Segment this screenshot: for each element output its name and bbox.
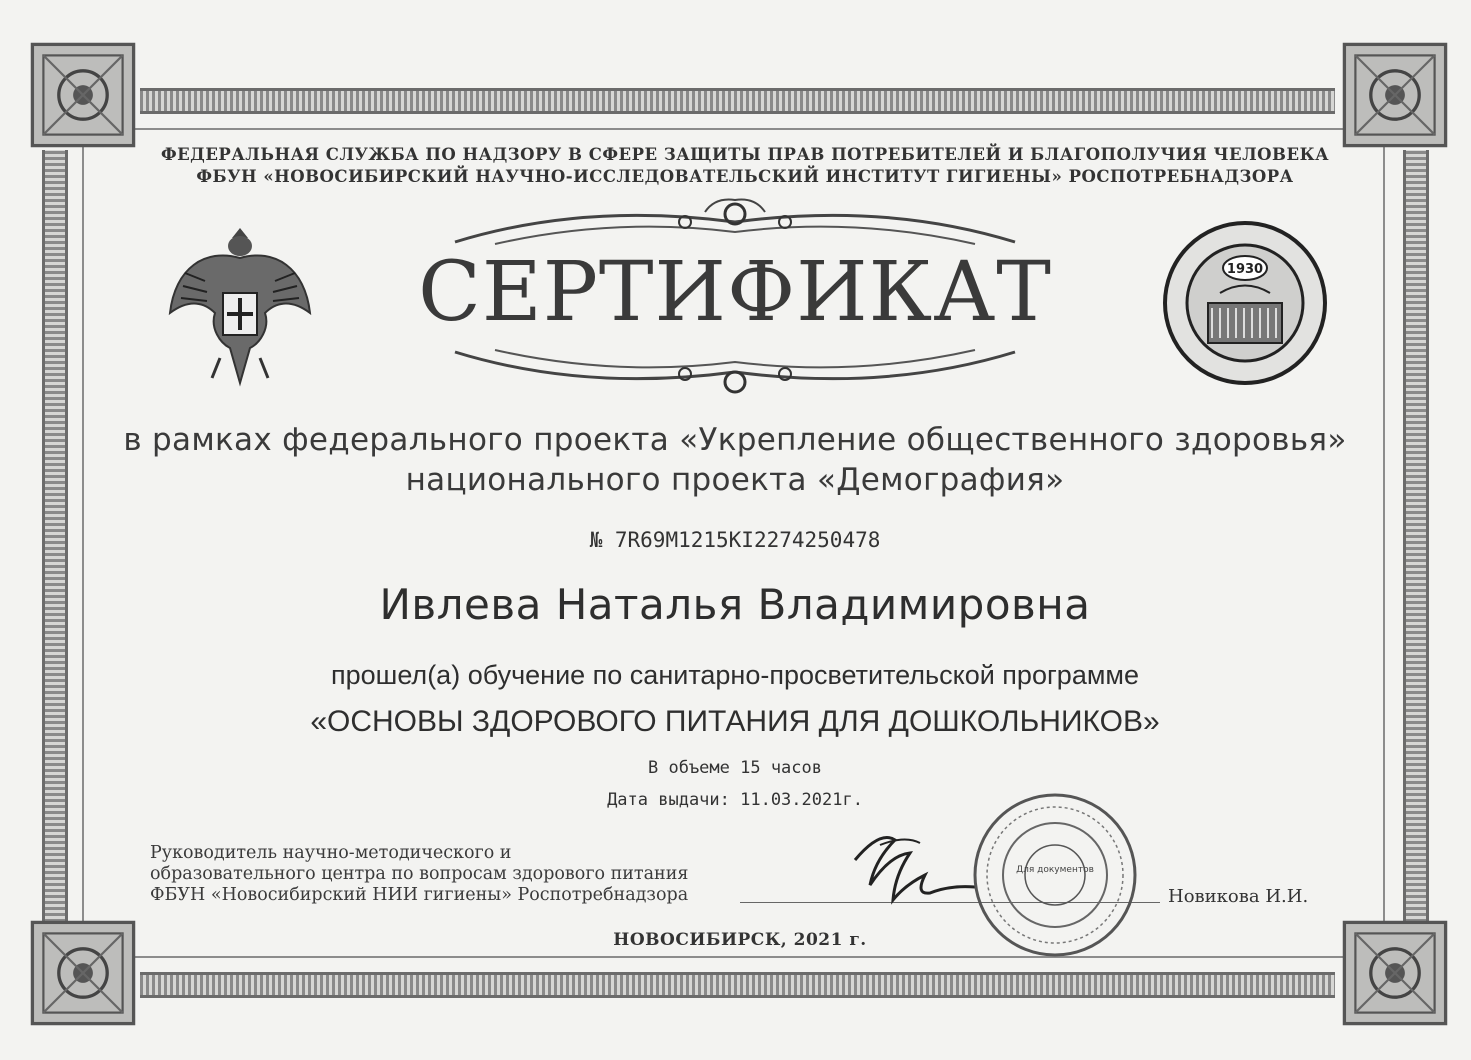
national-project-line: национального проекта «Демография» [405, 462, 1065, 498]
certificate-number: № 7R69M1215KI2274250478 [589, 528, 881, 552]
corner-ornament-icon [28, 918, 138, 1028]
issue-date: Дата выдачи: 11.03.2021г. [607, 790, 863, 810]
title-ornament-bottom-icon [435, 342, 1035, 402]
corner-ornament-icon [28, 40, 138, 150]
certificate-title: СЕРТИФИКАТ [418, 245, 1052, 340]
corner-ornament-icon [1340, 918, 1450, 1028]
border-bottom [140, 972, 1335, 998]
program-name: «ОСНОВЫ ЗДОРОВОГО ПИТАНИЯ ДЛЯ ДОШКОЛЬНИКОВ» [310, 705, 1160, 738]
signer-title-line: Руководитель научно-методического и [150, 843, 512, 863]
stamp-text: Для документов [1016, 865, 1094, 875]
signer-name: Новикова И.И. [1168, 886, 1309, 907]
recipient-name: Ивлева Наталья Владимировна [379, 580, 1091, 629]
seal-year: 1930 [1226, 262, 1264, 277]
course-volume: В объеме 15 часов [648, 758, 822, 778]
round-stamp-icon [970, 790, 1140, 960]
institute-seal-icon [1160, 218, 1330, 388]
title-ornament-top-icon [435, 192, 1035, 252]
border-left [42, 150, 68, 940]
handwritten-signature-icon [835, 815, 985, 920]
double-headed-eagle-emblem-icon [165, 218, 315, 388]
federal-project-line: в рамках федерального проекта «Укрепление общественного здоровья» [123, 422, 1347, 458]
border-right [1403, 150, 1429, 940]
signer-title-line: образовательного центра по вопросам здорового питания [150, 864, 689, 884]
border-top [140, 88, 1335, 114]
title-block [410, 192, 1060, 407]
header-institute: ФБУН «НОВОСИБИРСКИЙ НАУЧНО-ИССЛЕДОВАТЕЛЬСКИЙ ИНСТИТУТ ГИГИЕНЫ» РОСПОТРЕБНАДЗОРА [196, 167, 1294, 186]
city-year: НОВОСИБИРСК, 2021 г. [613, 930, 867, 950]
completion-text: прошел(а) обучение по санитарно-просветительской программе [331, 660, 1139, 690]
signer-title [150, 843, 790, 906]
header-agency: ФЕДЕРАЛЬНАЯ СЛУЖБА ПО НАДЗОРУ В СФЕРЕ ЗАЩИТЫ ПРАВ ПОТРЕБИТЕЛЕЙ И БЛАГОПОЛУЧИЯ ЧЕЛОВЕКА [160, 145, 1330, 164]
signer-title-line: ФБУН «Новосибирский НИИ гигиены» Роспотребнадзора [150, 885, 689, 905]
corner-ornament-icon [1340, 40, 1450, 150]
